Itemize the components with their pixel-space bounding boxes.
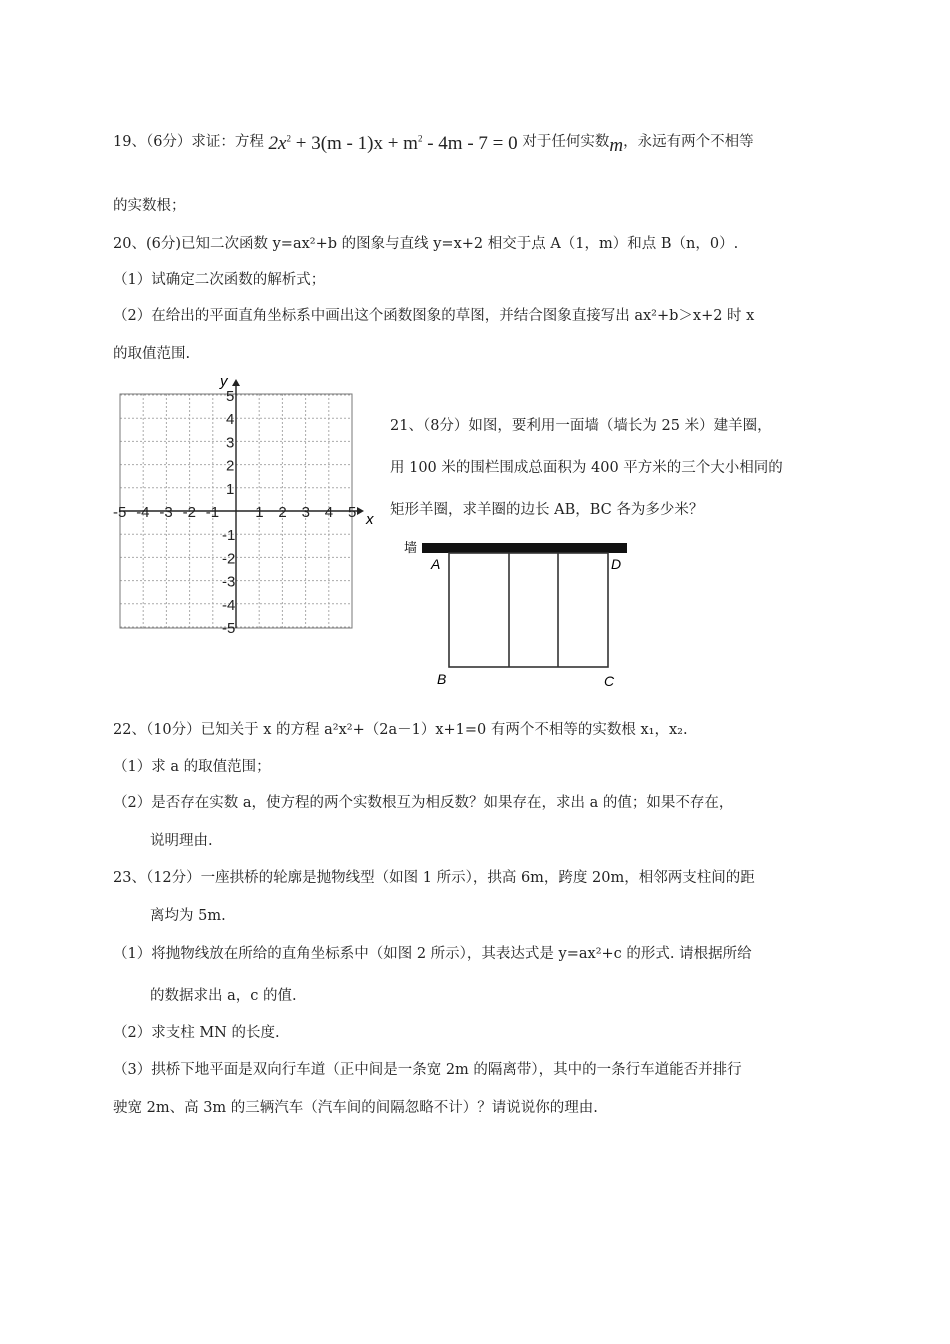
- q22-part1: （1）求 a 的取值范围；: [113, 759, 271, 775]
- y-axis-arrow: [232, 379, 240, 386]
- q20-line1: 20、(6分)已知二次函数 y=ax²+b 的图象与直线 y=x+2 相交于点 A（1，m）和点 B（n，0）.: [113, 236, 739, 252]
- q21-line1: 21、（8分）如图，要利用一面墙（墙长为 25 米）建羊圈，: [390, 418, 772, 434]
- q19-middle: 对于任何实数: [522, 134, 610, 150]
- q23-part3b: 驶宽 2m、高 3m 的三辆汽车（汽车间的间隔忽略不计）？请说说你的理由.: [113, 1100, 598, 1116]
- y-tick-label: -5: [222, 620, 236, 637]
- y-axis-label: y: [220, 373, 228, 390]
- wall: [422, 543, 627, 553]
- q19-suffix: ，永远有两个不相等: [623, 134, 754, 150]
- x-tick-label: 2: [278, 504, 287, 521]
- y-tick-label: 2: [226, 457, 235, 475]
- q23-part2: （2）求支柱 MN 的长度.: [113, 1025, 280, 1041]
- q19-var-m: m: [609, 135, 624, 156]
- point-B: B: [437, 671, 447, 687]
- point-C: C: [604, 673, 615, 689]
- y-tick-label: 5: [226, 388, 235, 405]
- q23-line1b: 离均为 5m.: [150, 908, 226, 924]
- x-tick-label: -4: [136, 504, 150, 521]
- q19-prefix: 19、（6分）求证：方程: [113, 134, 264, 150]
- q20-part2b: 的取值范围.: [113, 346, 191, 362]
- sheep-pen-figure: [400, 533, 650, 693]
- q19-line2: 的实数根；: [113, 198, 186, 214]
- q20-part1: （1）试确定二次函数的解析式；: [113, 272, 326, 288]
- x-axis-arrow: [357, 507, 364, 515]
- x-tick-label: 5: [348, 504, 357, 521]
- q22-part2b: 说明理由.: [150, 833, 213, 849]
- q23-part3: （3）拱桥下地平面是双向行车道（正中间是一条宽 2m 的隔离带），其中的一条行车道能否并排行: [113, 1062, 742, 1078]
- q21-line2: 用 100 米的围栏围成总面积为 400 平方米的三个大小相同的: [390, 460, 783, 476]
- y-tick-label: 4: [226, 411, 235, 429]
- y-tick-label: 1: [226, 480, 235, 498]
- q23-line1: 23、（12分）一座拱桥的轮廓是抛物线型（如图 1 所示），拱高 6m，跨度 20m，相邻两支柱间的距: [113, 870, 755, 886]
- y-tick-label: -2: [222, 550, 236, 568]
- y-tick-label: -1: [222, 527, 236, 545]
- q22-line1: 22、（10分）已知关于 x 的方程 a²x²+（2a－1）x+1=0 有两个不相等的实数根 x₁，x₂.: [113, 722, 688, 738]
- pen-outline: [449, 553, 608, 667]
- x-tick-label: -5: [113, 504, 127, 521]
- x-tick-label: -3: [159, 504, 173, 521]
- q21-line3: 矩形羊圈，求羊圈的边长 AB，BC 各为多少米？: [390, 502, 704, 518]
- x-tick-label: -1: [205, 504, 220, 521]
- point-A: A: [431, 556, 441, 572]
- x-tick-label: 1: [255, 504, 264, 521]
- q20-part2: （2）在给出的平面直角坐标系中画出这个函数图象的草图，并结合图象直接写出 ax²+b＞x+2 时 x: [113, 308, 755, 324]
- coordinate-grid: [112, 372, 392, 642]
- x-tick-label: 3: [301, 504, 310, 521]
- q22-part2: （2）是否存在实数 a，使方程的两个实数根互为相反数？如果存在，求出 a 的值；如果不存在，: [113, 795, 734, 811]
- x-tick-label: -2: [182, 504, 196, 521]
- q23-part1b: 的数据求出 a，c 的值.: [150, 988, 297, 1004]
- y-tick-label: -4: [222, 596, 236, 614]
- wall-label: 墙: [404, 540, 418, 555]
- q23-part1: （1）将抛物线放在所给的直角坐标系中（如图 2 所示），其表达式是 y=ax²+c 的形式. 请根据所给: [113, 946, 752, 962]
- y-tick-label: 3: [226, 434, 235, 452]
- y-tick-label: -3: [222, 573, 236, 591]
- x-tick-label: 4: [324, 504, 334, 521]
- q19-line1: [113, 130, 754, 156]
- q19-equation: $2x^2 + 3(m - 1)x + m^2 - 4m - 7 = 0$: [268, 133, 518, 154]
- point-D: D: [611, 556, 622, 572]
- x-axis-label: x: [366, 511, 374, 528]
